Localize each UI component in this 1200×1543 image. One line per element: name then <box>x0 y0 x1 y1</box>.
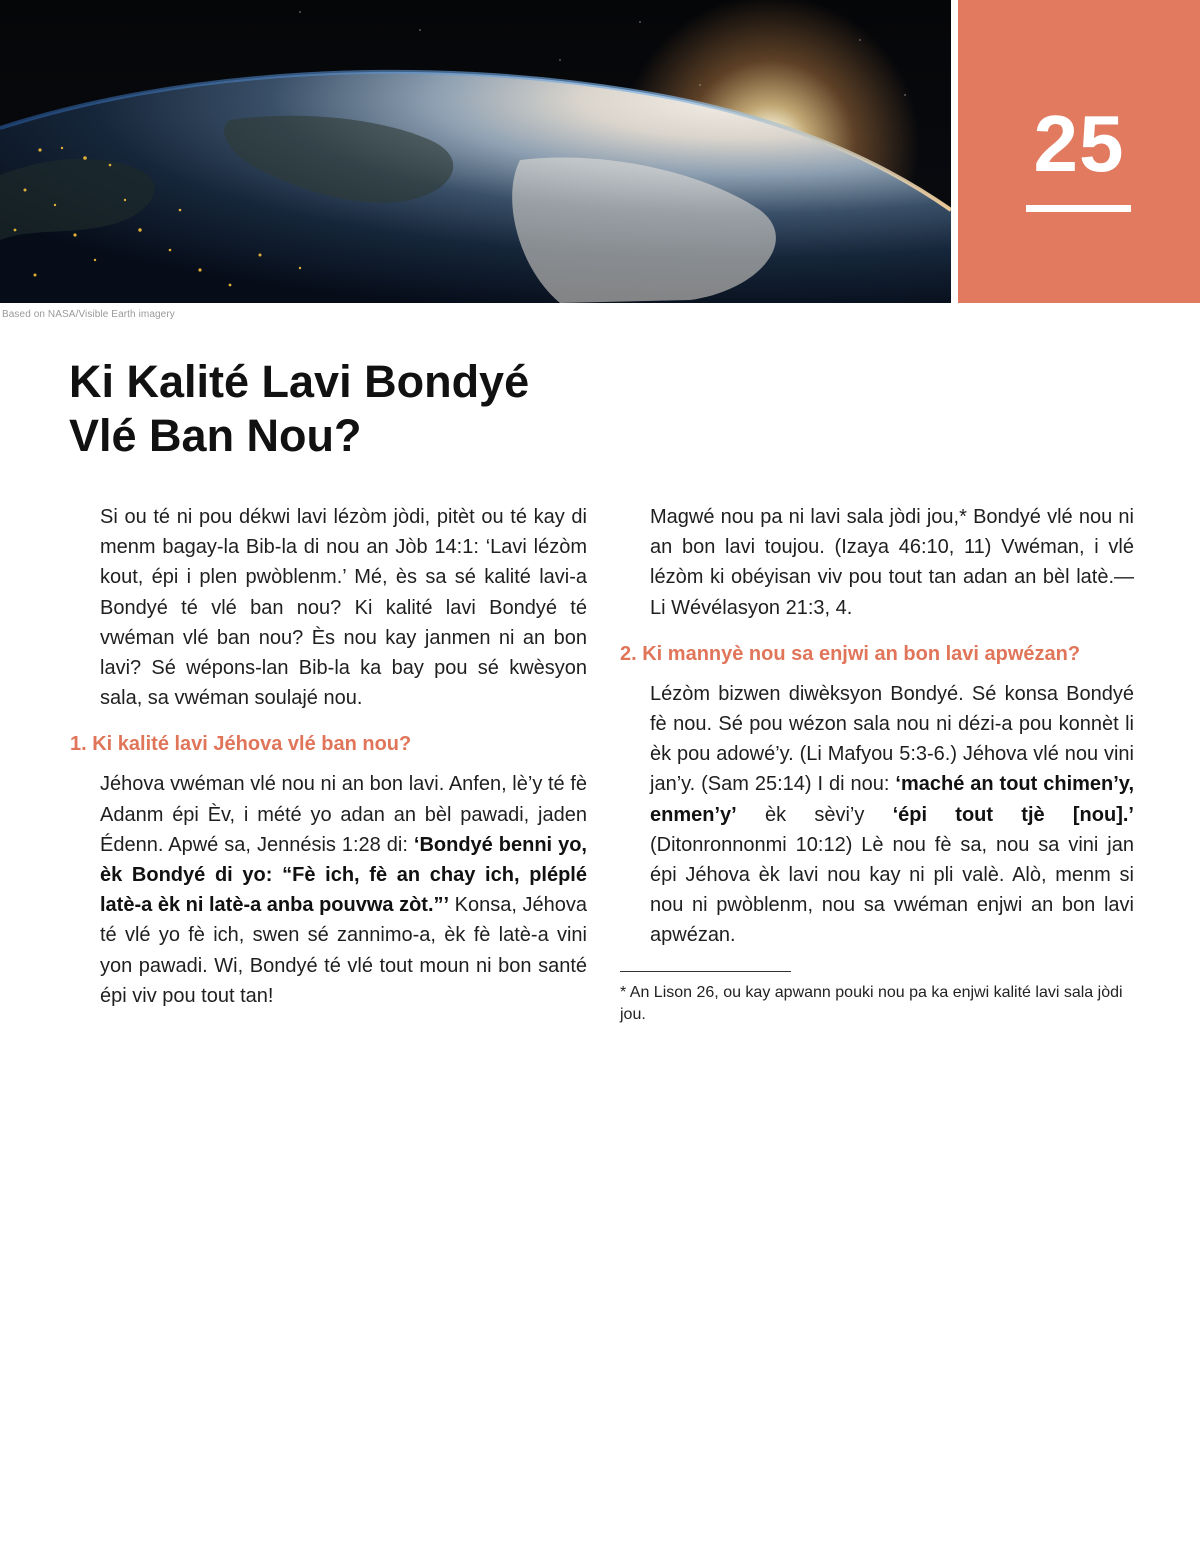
footnote: * An Lison 26, ou kay apwann pouki nou pa ka enjwi kalité lavi sala jòdi jou. <box>620 983 1123 1023</box>
section-1-paragraph <box>100 769 587 1011</box>
earth-from-space-image <box>0 0 951 303</box>
section-1-text-a: Jéhova vwéman vlé nou ni an bon lavi. Anfen, lè’y té fè Adanm épi Èv, i mété yo adan an bèl pawadi, jaden Édenn. Apwé sa, Jennésis 1:28 di: <box>100 773 587 856</box>
right-column <box>620 502 1134 1026</box>
left-column <box>70 502 587 1011</box>
section-2-text-c: (Ditonronnonmi 10:12) Lè nou fè sa, nou sa vini jan épi Jéhova èk lavi nou kay ni pli valè. Alò, menm si nou ni pwòblenm, nou sa vwéman enjwi an bon lavi apwézan. <box>650 833 1134 947</box>
lesson-number: 25 <box>1033 99 1125 188</box>
section-2-paragraph <box>650 679 1134 951</box>
lesson-number-badge <box>958 0 1200 303</box>
bold-quote-1: ‘maché an tout chimen’y, enmen’y’ <box>650 773 1134 826</box>
footnote-divider <box>620 971 791 972</box>
intro-paragraph: Si ou té ni pou dékwi lavi lézòm jòdi, pitèt ou té kay di menm bagay-la Bib-la di nou an Jòb 14:1: ‘Lavi lézòm kout, épi i plen pwòblenm.’ Mé, ès sa sé kalité lavi-a Bondyé té vlé ban nou? Ki kalité lavi Bondyé té vwéman vlé ban nou? Ès nou kay janmen ni an bon lavi? Sé wépons-lan Bib-la ka bay pou sé kwèsyon sala, sa vwéman soulajé nou. <box>100 506 587 710</box>
title-line-1: Ki Kalité Lavi Bondyé <box>69 356 530 407</box>
image-credit: Based on NASA/Visible Earth imagery <box>2 309 175 320</box>
footnote-marker[interactable]: * <box>959 506 967 528</box>
right-intro-text-b: Bondyé vlé nou ni an bon lavi toujou. (Izaya 46:10, 11) Vwéman, i vlé lézòm ki obéyisan viv pou tout tan adan an bèl latè.—Li Wévélasyon 21:3, 4. <box>650 506 1134 619</box>
section-2-text-a: Lézòm bizwen diwèksyon Bondyé. Sé konsa Bondyé fè nou. Sé pou wézon sala nou ni dézi-a pou konnèt li èk pou adowé’y. (Li Mafyou 5:3-6.) Jéhova vlé nou vini jan’y. (Sam 25:14) I di nou: <box>650 682 1134 796</box>
earth-illustration <box>0 0 951 303</box>
right-intro-text-a: Magwé nou pa ni lavi sala jòdi jou, <box>650 506 960 528</box>
badge-underline <box>1026 205 1131 212</box>
right-intro-paragraph <box>650 502 1134 623</box>
page-title <box>69 355 629 463</box>
section-2-text-b: èk sèvi’y <box>736 803 893 826</box>
question-1-heading: 1. Ki kalité lavi Jéhova vlé ban nou? <box>70 733 412 756</box>
question-2-heading: 2. Ki mannyè nou sa enjwi an bon lavi apwézan? <box>620 642 1081 665</box>
bold-quote-2: ‘épi tout tjè [nou].’ <box>892 803 1134 826</box>
genesis-quote: ‘Bondyé benni yo, èk Bondyé di yo: “Fè ich, fè an chay ich, pléplé latè-a èk ni latè-a anba pouvwa zòt.”’ <box>100 833 587 917</box>
title-line-2: Vlé Ban Nou? <box>69 410 362 461</box>
section-1-text-b: Konsa, Jéhova té vlé yo fè ich, swen sé zannimo-a, èk fè latè-a vini yon pawadi. Wi, Bondyé té vlé tout moun ni bon santé épi viv pou tout tan! <box>100 894 587 1007</box>
